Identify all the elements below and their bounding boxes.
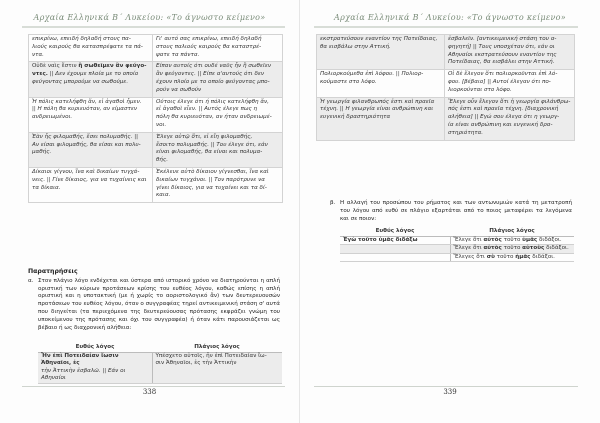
examples-table [316,34,575,141]
direct-cell: επικρίνω, επειδή δηλαδή στους πα- λιούς καιρούς θα κατασπρέψατε τα πά- ντα. [29,35,153,62]
table-row [340,253,574,262]
footer-rule [22,386,285,387]
table-row [29,35,283,62]
indirect-cell: Υπέσχετο αὐτοῖς, ἦν ἐπὶ Ποτειδαίαν ἴω- σιν Ἀθηναῖοι, ἐς τὴν Ἀττικὴν [152,352,282,383]
indirect-header: Πλάγιος λόγος [152,344,282,352]
indirect-cell: Ἔλεγε ὅτι αὐτὸς τοῦτο ὑμᾶς διδάξοι. [450,236,574,245]
direct-cell: Δίκαιοι γίγνου, ἵνα καὶ δικαίων τυγχά- νεις. || Γίνε δίκαιος, για να τυχαίνεις και τα δίκαια. [29,167,153,202]
right-page [300,0,600,423]
indirect-cell: ἐσβαλεῖν. [αντικειμενική στάση του α- φηγητή] || Τους υποσχέταν ότι, εάν οι Αθηναίοι εκστρατεύσουν εναντίον της Ποτείδαιας, θα εισβάλει στην Αττική. [445,35,575,70]
table-row [317,97,575,140]
direct-cell: Ἐγὼ τοῦτο ὑμᾶς διδάξω [340,236,450,245]
table-row [29,97,283,132]
table-row [340,236,574,245]
indirect-cell: Ἔλεγε ὅτι αὐτὸς τοῦτο αὐτοὺς διδάξοι. [450,245,574,254]
direct-header: Ευθύς λόγος [38,344,152,352]
running-head-right: Αρχαία Ελληνικά Β΄ Λυκείου: «Το άγνωστο κείμενο» [334,13,566,22]
table-row [29,132,283,167]
direct-cell: Ἦν ἐπὶ Ποτειδαίαν ἴωσιν Ἀθηναῖοι, ἐς τὴν Ἀττικὴν ἐσβαλῶ. || Εάν οι Αθηναίοι [38,352,152,383]
indirect-cell: Είπαν αυτοίς ότι ουδέ ναῦς ἦν ἢ σωθεῖεν ἂν φεύγοντες. || Είπε α'αυτούς ότι δεν έχουν πλοίο με το οποίο φεύγοντας μπο- ρούν να σωθούν [153,62,283,97]
direct-indirect-table [38,344,282,384]
indirect-cell: Γι' αυτό σας επικρίνω, επειδή δηλαδή στους παλιούς καιρούς θα καταστρέ- ψατε τα πάντα. [153,35,283,62]
footer-rule [314,386,578,387]
notes-section [28,268,280,332]
direct-cell: Ἡ πόλις κατελήφθη ἄν, εἰ ἀγαθοὶ ἦμεν. || Η πόλη θα κυριευόταν, αν είμαστεν ανδρειωμένοι. [29,97,153,132]
direct-cell [340,253,450,262]
person-change-table [340,228,574,262]
direct-cell: Οὐδὲ ναὶς ἔστιν ἢ σωθεῖμεν ἂν φεύγο- ντες. || Δεν έχουμε πλοία με το οποίο φεύγοντας μπορούμε να σωθούμε. [29,62,153,97]
table-row [317,35,575,70]
direct-cell: Πολιορκούμεθα ἐπὶ λόφου. || Πολιορ- κούμαστε στο λόφο. [317,70,445,97]
note-text: Στον πλάγιο λόγο ενδέχεται και ύστερα από ιστορικό χρόνο να διατηρούνται η απλή οριστική των κύριων προτάσεων κρίσης του ευθέος λόγου, καθώς επίσης η απλή οριστική και η υποτακτική (με ή χωρίς το αοριστολογικό ἄν) των δευτερευουσών προτάσεων του ευθέος λόγου, όταν ο συγγραφέας τηρεί αντικειμενική στάση σ' αυτά που διηγείται (τα περιεχόμενα της δευτερεύουσας πρότασης εκφράζει γνώμη του υποκείμενου της πρότασης και όχι του συγγραφέα) ή όταν κάτι παρουσιάζεται ως βέβαιο ή ως διαχρονική αλήθεια: [38,277,280,331]
running-head-left: Αρχαία Ελληνικά Β΄ Λυκείου: «Το άγνωστο κείμενο» [33,13,266,22]
indirect-cell: Έλεγε αὐτῷ ὅτι, εἰ εἴη φιλομαθής, ἔσοιτο πολυμαθής. || Του έλεγε ότι, εάν είναι φιλομαθής, θα είναι και πολυμα- θής. [153,132,283,167]
table-row [38,352,282,383]
table-row [29,167,283,202]
note-item [330,200,572,223]
indirect-cell: Ούτοις έλεγε ότι ή πόλις κατελήφθη ἄν, εἰ ἀγαθοὶ εἶεν. || Αυτός έλεγε πως η πόλη θα κυριευόταν, αν ήταν ανδρειωμέ- νοι. [153,97,283,132]
table-row [29,62,283,97]
note-letter: β. [330,200,336,206]
indirect-cell: Ἔλεγες ὅτι σὺ τοῦτο ἡμᾶς διδάξοι. [450,253,574,262]
header-rule [314,26,578,28]
direct-cell [340,245,450,254]
examples-table [28,34,283,203]
direct-cell: Ἐὰν ἧς φιλομαθής, ἔσει πολυμαθής. || Αν είσαι φιλομαθής, θα είσαι και πολυ- μαθής. [29,132,153,167]
direct-header: Ευθύς λόγος [340,228,450,236]
indirect-cell: Οἱ δὲ ἔλεγον ὅτι πολιορκοῦνται ἐπὶ λό- φου. [βέβαιο] || Αυτοί έλεγαν ότι πο- λιορκούνται στο λόφο. [445,70,575,97]
note-item [28,278,280,333]
notes-title: Παρατηρήσεις [28,268,78,275]
direct-cell: Ἡ γεωργία φιλανθρωπός ἐστι καὶ πραεῖα τέχνη. || Η γεωργία είναι ανθρώπινη και ευγενική δραστηριότητα [317,97,445,140]
note-text: Η αλλαγή του προσώπου του ρήματος και των αντωνυμιών κατά τη μετατροπή του λόγου από ευθύ σε πλάγιο εξαρτάται από το ποιος μεταφέρει τα λεγόμενα και σε ποιον: [340,200,572,222]
indirect-cell: Ἔλεγε οὖν ἔλεγον ὅτι ἡ γεωργία φιλάνθρω- πός ἐστι καὶ πραεῖα τέχνη. [διαχρονική αλήθεια] || Εγώ σου έλεγα ότι η γεωργ- ία είναι ανθρώπινη και ευγενική δρα- στηριότητα. [445,97,575,140]
note-letter: α. [28,277,34,284]
table-row [340,245,574,254]
table-row [317,70,575,97]
indirect-cell: Ἐκέλευε αὐτὸ δίκαιον γίγνεσθαι, ἵνα καὶ δικαίων τυγχάνοι. || Τον παρότρυνε να γίνει δίκαιος, για να τυχαίνει και τα δί- καια. [153,167,283,202]
indirect-header: Πλάγιος λόγος [450,228,574,236]
direct-cell: εκστρατεύσουν εναντίον της Ποτείδαιας, θα εισβάλω στην Αττική. [317,35,445,70]
page-number: 338 [142,388,157,396]
page-number: 339 [443,388,457,396]
header-rule [22,26,285,28]
notes-section [330,200,572,223]
